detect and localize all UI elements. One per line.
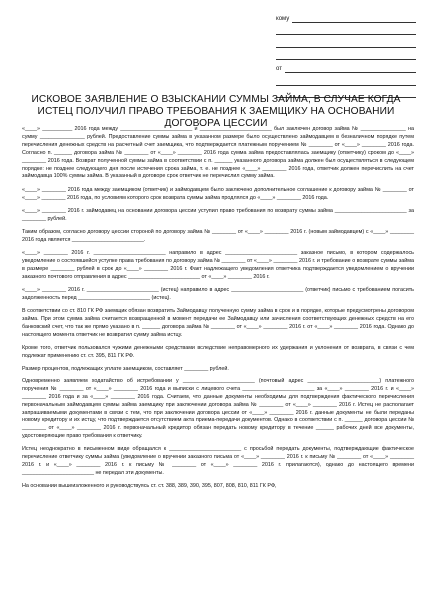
from-row [276, 60, 416, 73]
paragraph-article-810: В соответствии со ст. 810 ГК РФ заемщик обязан возвратить Займодавцу полученную сумму займа в срок и в порядке, которые предусмотрены договором займа. При этом сумма займа считается возвращенной в момент передачи ее Займодавцу или зачисления соответствующих денежных средств на его банковский счет, что так же прямо указано в п. ______ договора займа № ________ от «____» ________ 2016 г. от «____» ________ 2016 года. Однако до настоящего момента ответчик не возвратил сумму займа истцу. [22, 308, 414, 338]
from-label: от [276, 65, 282, 72]
blank-line [276, 77, 416, 86]
blank-line [276, 39, 416, 48]
paragraph-interest: Кроме того, ответчик пользовался чужими денежными средствами вследствие неправомерного их удержания и уклонения от возврата, в связи с чем подлежат применению ст. ст. 395, 811 ГК РФ. [22, 344, 414, 359]
addressee-block [276, 10, 416, 98]
to-label: кому [276, 15, 290, 22]
to-name-field [292, 14, 416, 23]
paragraph-legal-basis: На основании вышеизложенного и руководствуясь ст. ст. 388, 389, 390, 395, 807, 808, 810, 811 ГК РФ, [22, 483, 277, 490]
paragraph-supplementary-agreement: «____» ________ 2016 года между заемщиком (ответчик) и займодавцем было заключено дополнительное соглашение к договору займа № ________ от «____» ________ 2016 года, по условиям которого срок возврата суммы займа продлялся до «____» ________ 2016 года. [22, 186, 414, 201]
paragraph-assignment: «____» ________ 2016 г. займодавец на основании договора цессии уступил право требования по возврату суммы займа ________________________ за ________ рублей. [22, 207, 414, 222]
from-address-line-1 [276, 73, 416, 86]
to-row [276, 10, 416, 23]
to-address-line-3 [276, 48, 416, 61]
document-body [22, 126, 414, 497]
from-name-field [285, 64, 416, 73]
document-title: ИСКОВОЕ ЗАЯВЛЕНИЕ О ВЗЫСКАНИИ СУММЫ ЗАЙМА, В СЛУЧАЕ КОГДА ИСТЕЦ ПОЛУЧИЛ ПРАВО ТРЕБОВАНИЯ К ЗАЕМЩИКУ НА ОСНОВАНИИ ДОГОВОРА ЦЕССИИ [31, 94, 401, 129]
paragraph-notification: «____» ________ 2016 г. ________________________ направило в адрес ________________________ заказное письмо, в котором содержалось уведомление о состоявшейся уступке права требования по договору займа № ________ от «____» ________ 2016 г. и требование о возврате суммы займа в размере ________ рублей в срок до «____» ________ 2016 г. Факт надлежащего уведомления ответчика подтверждается уведомлением о вручении заказного почтового отправления в адрес ________________________ от «____» ________ 2016 г. [22, 249, 414, 280]
paragraph-demand-letter: «____» ________ 2016 г. ________________________ (истец) направило в адрес ________________________ (ответчик) письмо с требованием погасить задолженность перед ________________________ (истец). [22, 286, 414, 301]
paragraph-loan-agreement: «____» __________ 2016 года между ________________________ и ________________________ был заключен договор займа № _______________ на сумму _______________ рублей. Предоставление суммы займа в указанном размере было осуществлено займодавцем в безналичном порядке путем перечисления денежных средств на расчетный счет заемщика, что подтверждается платежным поручением № ________ от «____» ________ 2016 года. Согласно п. ______ договора займа № ________ от «____» ________ 2016 года сумма займа предоставлялась заемщику (ответчику) сроком до «____» ________ 2016 года. Возврат полученной суммы займа в соответствии с п. ______ указанного договора займа должен был осуществляться в следующем порядке: не позднее следующего дня после истечения срока займа, т. е. не позднее «____» ________ 2016 года, ответчик должен перечислить на счет займодавца 100% суммы займа. В указанный в договоре срок ответчик не перечислил сумму займа. [22, 126, 414, 180]
blank-line [276, 51, 416, 60]
paragraph-petition: Одновременно заявляем ходатайство об истребовании у ________________________ (почтовый адрес ________________________) платежного поручения № ________ от «____» ________ 2016 года и выписки с лицевого счета ________________________ за «____» ________ 2016 г. и «____» ________ 2016 года и за «____» ________ 2016 года. Считаем, что данные документы необходимы для подтверждения фактического перечисления первоначальным займодавцем суммы займа заемщику при заключении договора займа № ________ от «____» ________ 2016 г. Истец не располагает запрашиваемыми документами в связи с тем, что при заключении договора цессии от «____» ________ 2016 г. данные документы не были переданы новому кредитору и их истцу, что подтверждается отсутствием акта приема-передачи документов. Однако в соответствии с п. ______ договора цессии № ________ от «____» ________ 2016 г. первоначальный кредитор обязан передать новому кредитору в течение ______ рабочих дней все документы, удостоверяющие право требования к ответчику. [22, 377, 414, 440]
paragraph-interest-amount: Размер процентов, подлежащих уплате заемщиком, составляет ________ рублей. [22, 366, 229, 373]
to-address-line-1 [276, 23, 416, 36]
blank-line [276, 26, 416, 35]
paragraph-requests: Истец неоднократно в письменном виде обращался к ________________________ с просьбой передать документы, подтверждающие фактическое перечисление ответчику суммы займа (уведомление о вручении заказного письма от «____» ________ 2016 г. к письму № ________ от «____» ________ 2016 г. и «____» ________ 2016 г. к письму № ________ от «____» ________ 2016 г. прилагаются), однако до настоящего времени ________________________ не передал эти документы. [22, 446, 414, 477]
to-address-line-2 [276, 35, 416, 48]
paragraph-new-lender: Таким образом, согласно договору цессии стороной по договору займа № ________ от «____» ________ 2016 г. (новым займодавцем) с «____» ________ 2016 года является ________________________. [22, 228, 414, 243]
